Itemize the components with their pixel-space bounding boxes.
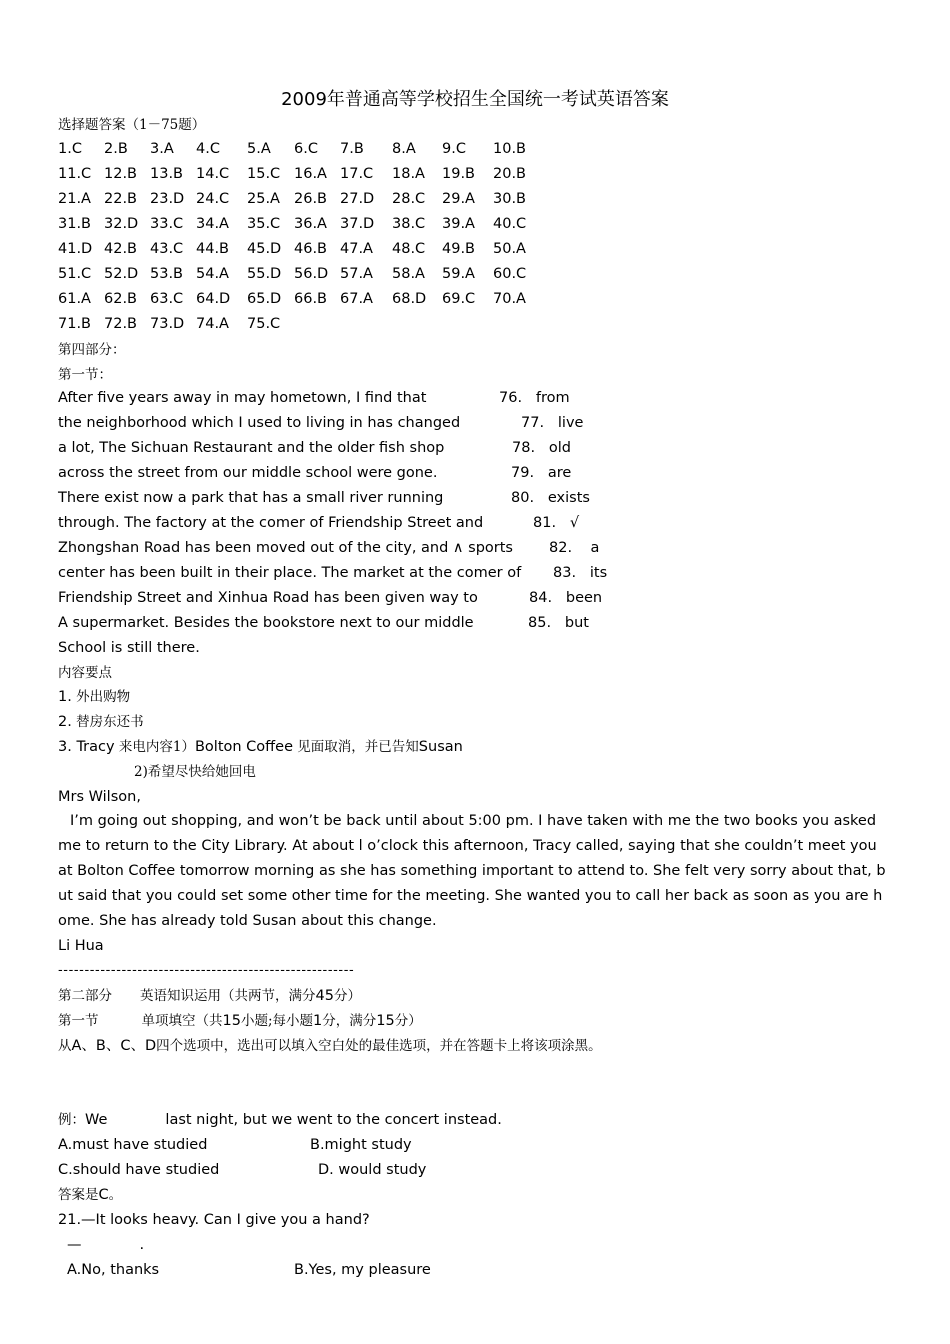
point-3 xyxy=(58,737,463,757)
section-desc-c: 分，满分 xyxy=(322,1013,377,1029)
mc-answer: 55.D xyxy=(247,266,282,282)
question-21-period: . xyxy=(139,1237,145,1253)
mc-answer: 1.C xyxy=(58,141,82,157)
mc-answer: 15.C xyxy=(247,166,281,182)
mc-answer: 42.B xyxy=(104,241,138,257)
correction-line-text: across the street from our middle school were gone. xyxy=(58,465,438,481)
mc-answer: 59.A xyxy=(442,266,475,282)
mc-heading: 选择题答案（1－75题） xyxy=(58,117,206,133)
instructions xyxy=(58,1036,602,1056)
point-3-number: 3. Tracy xyxy=(58,739,115,755)
point-1-text: 外出购物 xyxy=(71,689,131,705)
mc-answer: 73.D xyxy=(150,316,185,332)
section-heading xyxy=(58,1011,422,1031)
mc-answer: 22.B xyxy=(104,191,138,207)
correction-answer: 84. been xyxy=(529,590,603,606)
mc-answer: 12.B xyxy=(104,166,138,182)
point-1-number: 1. xyxy=(58,689,72,705)
mc-answer: 74.A xyxy=(196,316,229,332)
mc-answer: 21.A xyxy=(58,191,91,207)
part4-heading: 第四部分： xyxy=(58,342,126,358)
question-21-option-a: A.No, thanks xyxy=(67,1262,160,1278)
mc-answer: 34.A xyxy=(196,216,229,232)
mc-answer: 19.B xyxy=(442,166,476,182)
example-question xyxy=(58,1110,502,1130)
instructions-a: 从 xyxy=(58,1038,72,1054)
example-label: 例： xyxy=(58,1112,85,1128)
mc-answer: 5.A xyxy=(247,141,271,157)
mc-answer: 58.A xyxy=(392,266,425,282)
mc-answer: 20.B xyxy=(493,166,527,182)
instructions-b: A、B、C、D xyxy=(71,1038,157,1054)
mc-answer: 14.C xyxy=(196,166,230,182)
mc-answer: 72.B xyxy=(104,316,138,332)
mc-answer: 71.B xyxy=(58,316,92,332)
section-label: 第一节 xyxy=(58,1013,99,1029)
mc-answer: 10.B xyxy=(493,141,527,157)
mc-answer: 36.A xyxy=(294,216,327,232)
example-option-c: C.should have studied xyxy=(58,1162,220,1178)
mc-answer: 39.A xyxy=(442,216,475,232)
letter-body: I’m going out shopping, and won’t be back until about 5:00 pm. I have taken with me the two books you asked me to return to the City Library. At about l o’clock this afternoon, Tracy called, saying that she couldn’t meet you at Bolton Coffee tomorrow morning as she has something important to attend to. She felt very sorry about that, but said that you could set some other time for the meeting. She wanted you to call her back as soon as you are home. She has already told Susan about this change. xyxy=(58,813,886,929)
mc-answer: 13.B xyxy=(150,166,184,182)
point-1 xyxy=(58,687,130,707)
mc-answer: 26.B xyxy=(294,191,328,207)
section-count: 15 xyxy=(222,1013,241,1029)
mc-answer: 6.C xyxy=(294,141,318,157)
mc-answer: 52.D xyxy=(104,266,139,282)
mc-answer: 62.B xyxy=(104,291,138,307)
mc-answer: 69.C xyxy=(442,291,476,307)
mc-answer: 65.D xyxy=(247,291,282,307)
mc-answer: 31.B xyxy=(58,216,92,232)
mc-answer: 40.C xyxy=(493,216,527,232)
mc-answer: 7.B xyxy=(340,141,364,157)
correction-line-text: center has been built in their place. The market at the comer of xyxy=(58,565,522,581)
instructions-c: 四个选项中，选出可以填入空白处的最佳选项，并在答题卡上将该项涂黑。 xyxy=(156,1038,602,1054)
correction-answer: 81. √ xyxy=(533,515,580,531)
example-answer-c: 。 xyxy=(108,1187,123,1203)
correction-line-text: through. The factory at the comer of Friendship Street and xyxy=(58,515,484,531)
mc-answer: 57.A xyxy=(340,266,373,282)
section-desc-d: 分） xyxy=(394,1013,422,1029)
correction-line-text: Friendship Street and Xinhua Road has been given way to xyxy=(58,590,478,606)
correction-answer: 76. from xyxy=(499,390,570,406)
mc-answer: 51.C xyxy=(58,266,92,282)
mc-answer: 25.A xyxy=(247,191,280,207)
section-desc-b: 小题;每小题 xyxy=(240,1013,314,1029)
mc-answer: 18.A xyxy=(392,166,425,182)
section-total: 15 xyxy=(376,1013,395,1029)
mc-answer: 8.A xyxy=(392,141,416,157)
mc-answer: 67.A xyxy=(340,291,373,307)
mc-answer: 23.D xyxy=(150,191,185,207)
mc-answer: 56.D xyxy=(294,266,329,282)
divider: -------------------------------------------------------- xyxy=(58,963,355,978)
section-desc-a: 单项填空（共 xyxy=(141,1013,223,1029)
part2-label: 第二部分 xyxy=(58,988,112,1004)
section1-heading: 第一节： xyxy=(58,367,112,383)
mc-answer: 70.A xyxy=(493,291,526,307)
example-text-b: last night, but we went to the concert instead. xyxy=(165,1112,502,1128)
mc-answer: 43.C xyxy=(150,241,184,257)
point-2 xyxy=(58,712,144,732)
mc-answer: 47.A xyxy=(340,241,373,257)
mc-answer: 68.D xyxy=(392,291,427,307)
part2-unit: 分） xyxy=(333,988,361,1004)
mc-answer: 24.C xyxy=(196,191,230,207)
mc-answer: 38.C xyxy=(392,216,426,232)
mc-answer: 63.C xyxy=(150,291,184,307)
mc-answer: 50.A xyxy=(493,241,526,257)
letter-salutation: Mrs Wilson, xyxy=(58,789,141,805)
mc-answer: 54.A xyxy=(196,266,229,282)
correction-answer: 79. are xyxy=(511,465,572,481)
mc-answer: 27.D xyxy=(340,191,375,207)
point-3-text-c: 见面取消，并已告知 xyxy=(293,739,419,755)
correction-answer: 85. but xyxy=(528,615,589,631)
mc-answer: 30.B xyxy=(493,191,527,207)
correction-answer: 82. a xyxy=(549,540,600,556)
part2-score: 45 xyxy=(315,988,334,1004)
correction-line-text: There exist now a park that has a small river running xyxy=(58,490,444,506)
example-text-a: We xyxy=(85,1112,108,1128)
example-option-a: A.must have studied xyxy=(58,1137,208,1153)
mc-answer: 16.A xyxy=(294,166,327,182)
mc-answer: 37.D xyxy=(340,216,375,232)
example-answer xyxy=(58,1185,122,1205)
correction-answer: 83. its xyxy=(553,565,608,581)
correction-line-text: a lot, The Sichuan Restaurant and the older fish shop xyxy=(58,440,445,456)
mc-answer: 35.C xyxy=(247,216,281,232)
point-3-text-b: Bolton Coffee xyxy=(194,739,293,755)
mc-answer: 28.C xyxy=(392,191,426,207)
mc-answer: 66.B xyxy=(294,291,328,307)
mc-answer: 64.D xyxy=(196,291,231,307)
mc-answer: 46.B xyxy=(294,241,328,257)
example-answer-a: 答案是 xyxy=(58,1187,99,1203)
point-3-text-a: 来电内容1） xyxy=(114,739,195,755)
correction-line-text: the neighborhood which I used to living in has changed xyxy=(58,415,461,431)
part2-heading xyxy=(58,986,361,1006)
correction-line-text: After five years away in may hometown, I find that xyxy=(58,390,427,406)
section-each: 1 xyxy=(313,1013,323,1029)
points-heading: 内容要点 xyxy=(58,665,112,681)
question-21: 21.—It looks heavy. Can I give you a hand? xyxy=(58,1212,370,1228)
mc-answer: 33.C xyxy=(150,216,184,232)
question-21-option-b: B.Yes, my pleasure xyxy=(294,1262,431,1278)
example-option-b: B.might study xyxy=(310,1137,412,1153)
correction-answer: 80. exists xyxy=(511,490,590,506)
example-option-d: D. would study xyxy=(318,1162,427,1178)
mc-answer: 53.B xyxy=(150,266,184,282)
correction-line-text: School is still there. xyxy=(58,640,200,656)
mc-answer: 48.C xyxy=(392,241,426,257)
part2-desc: 英语知识运用（共两节，满分 xyxy=(140,988,316,1004)
point-2-text: 替房东还书 xyxy=(71,714,144,730)
mc-answer: 11.C xyxy=(58,166,92,182)
mc-answer: 49.B xyxy=(442,241,476,257)
mc-answer: 2.B xyxy=(104,141,128,157)
correction-line-text: A supermarket. Besides the bookstore next to our middle xyxy=(58,615,474,631)
point-3-text-d: Susan xyxy=(418,739,463,755)
question-21-blank xyxy=(67,1235,144,1255)
page-title: 2009年普通高等学校招生全国统一考试英语答案 xyxy=(281,89,669,110)
mc-answer: 61.A xyxy=(58,291,91,307)
mc-answer: 3.A xyxy=(150,141,174,157)
mc-answer: 41.D xyxy=(58,241,93,257)
mc-answer: 17.C xyxy=(340,166,374,182)
mc-answer: 29.A xyxy=(442,191,475,207)
letter-signature: Li Hua xyxy=(58,938,104,954)
correction-line-text: Zhongshan Road has been moved out of the city, and ∧ sports xyxy=(58,540,513,556)
mc-answer: 4.C xyxy=(196,141,220,157)
question-21-dash: — xyxy=(67,1237,82,1253)
mc-answer: 75.C xyxy=(247,316,281,332)
mc-answer: 44.B xyxy=(196,241,230,257)
point-3-sub: 2)希望尽快给她回电 xyxy=(134,764,256,780)
mc-answer: 32.D xyxy=(104,216,139,232)
mc-answer: 9.C xyxy=(442,141,466,157)
mc-answer: 60.C xyxy=(493,266,527,282)
point-2-number: 2. xyxy=(58,714,72,730)
correction-answer: 78. old xyxy=(512,440,571,456)
mc-answer: 45.D xyxy=(247,241,282,257)
example-answer-b: C xyxy=(98,1187,109,1203)
correction-answer: 77. live xyxy=(521,415,584,431)
